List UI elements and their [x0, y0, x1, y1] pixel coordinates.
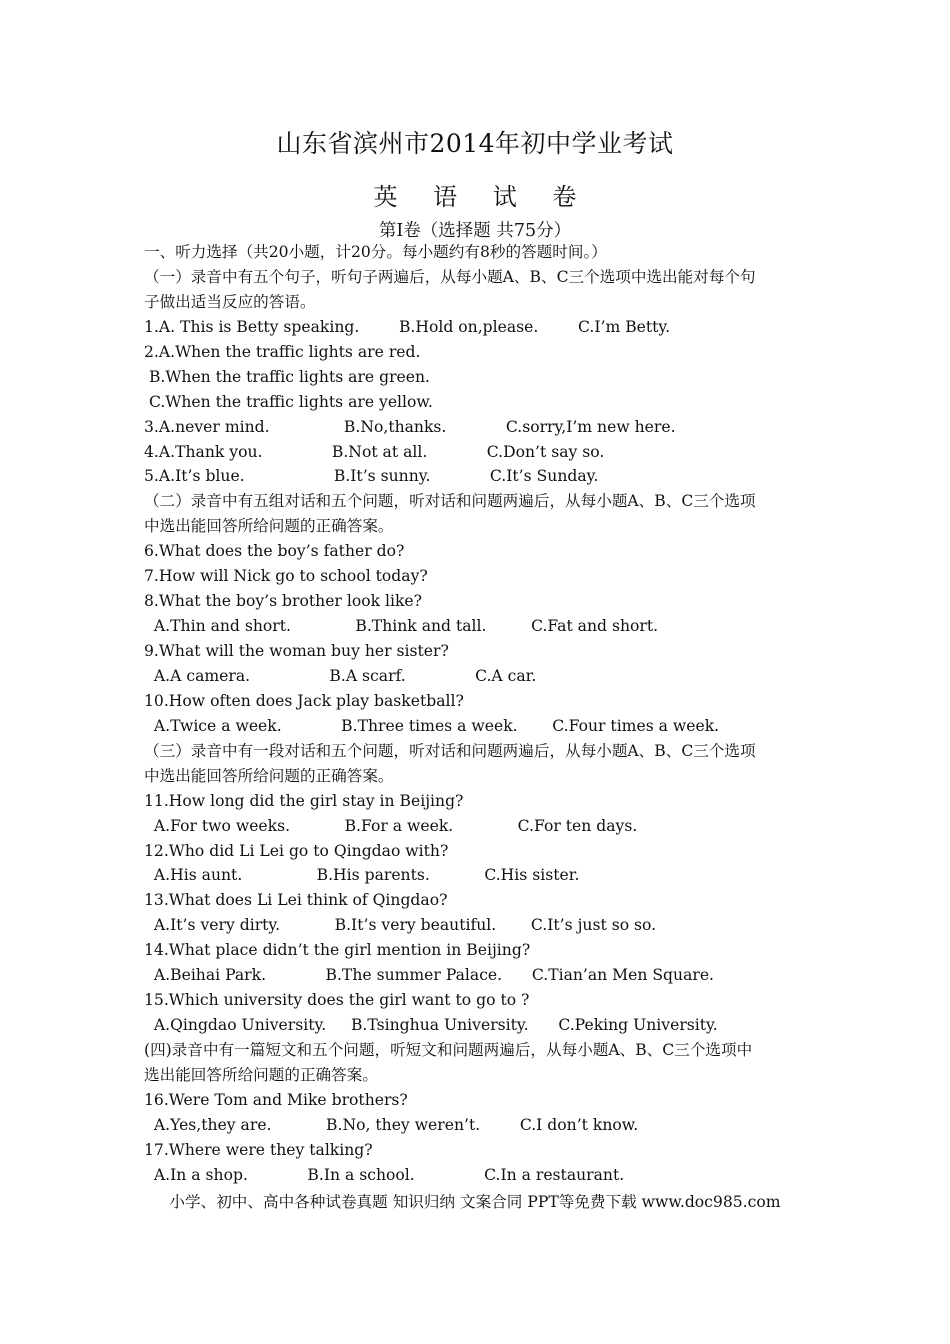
question-line: 13.What does Li Lei think of Qingdao? [144, 891, 448, 910]
option-line: A.It’s very dirty. B.It’s very beautiful. C.It’s just so so. [144, 916, 657, 935]
question-line: 7.How will Nick go to school today? [144, 567, 428, 586]
option-line: A.Beihai Park. B.The summer Palace. C.Tian’an Men Square. [144, 966, 715, 985]
question-line: 8.What the boy’s brother look like? [144, 592, 423, 611]
question-line: 2.A.When the traffic lights are red. [144, 342, 421, 361]
instruction-text: (四)录音中有一篇短文和五个问题，听短文和问题两遍后，从每小题A、B、C三个选项中 [144, 1041, 753, 1059]
question-line: 9.What will the woman buy her sister? [144, 642, 449, 660]
option-line: B.When the traffic lights are green. [144, 367, 430, 386]
option-line: A.Qingdao University. B.Tsinghua University. C.Peking University. [144, 1016, 718, 1035]
instruction-text: 子做出适当反应的答语。 [144, 292, 316, 311]
instruction-text: （一）录音中有五个句子，听句子两遍后，从每小题A、B、C三个选项中选出能对每个句 [144, 267, 756, 286]
question-line: 6.What does the boy’s father do? [144, 542, 405, 561]
option-line: A.Yes,they are. B.No, they weren’t. C.I don’t know. [144, 1115, 639, 1134]
listening-section [144, 240, 816, 1188]
question-line: 4.A.Thank you. B.Not at all. C.Don’t say so. [144, 442, 605, 461]
question-line: 17.Where were they talking? [144, 1140, 373, 1159]
exam-subtitle: 英 语 试 卷 [373, 183, 591, 211]
instruction-text: 选出能回答所给问题的正确答案。 [144, 1065, 378, 1084]
option-line: A.A camera. B.A scarf. C.A car. [144, 666, 537, 685]
option-line: A.His aunt. B.His parents. C.His sister. [144, 866, 580, 885]
question-line: 16.Were Tom and Mike brothers? [144, 1090, 408, 1109]
question-line: 3.A.never mind. B.No,thanks. C.sorry,I’m new here. [144, 417, 676, 436]
question-line: 5.A.It’s blue. B.It’s sunny. C.It’s Sunday. [144, 467, 599, 486]
question-line: 12.Who did Li Lei go to Qingdao with? [144, 841, 449, 860]
exam-title: 山东省滨州市2014年初中学业考试 [276, 129, 674, 158]
part-heading: 一、听力选择（共20小题，计20分。每小题约有8秒的答题时间。） [144, 243, 607, 261]
option-line: A.Thin and short. B.Think and tall. C.Fat and short. [144, 617, 659, 636]
instruction-text: 中选出能回答所给问题的正确答案。 [144, 517, 394, 536]
instruction-text: （三）录音中有一段对话和五个问题，听对话和问题两遍后，从每小题A、B、C三个选项 [144, 741, 756, 760]
question-line: 15.Which university does the girl want to go to ? [144, 991, 530, 1010]
footer-link-text: 小学、初中、高中各种试卷真题 知识归纳 文案合同 PPT等免费下载 www.doc985.com [169, 1193, 781, 1211]
question-line: 14.What place didn’t the girl mention in Beijing? [144, 941, 531, 960]
instruction-text: 中选出能回答所给问题的正确答案。 [144, 766, 394, 785]
option-line: A.Twice a week. B.Three times a week. C.Four times a week. [144, 716, 720, 735]
instruction-text: （二）录音中有五组对话和五个问题，听对话和问题两遍后，从每小题A、B、C三个选项 [144, 492, 756, 511]
question-line: 10.How often does Jack play basketball? [144, 691, 464, 710]
section-title: 第Ⅰ卷（选择题 共75分） [378, 221, 572, 241]
option-line: A.In a shop. B.In a school. C.In a restaurant. [144, 1165, 625, 1184]
option-line: C.When the traffic lights are yellow. [144, 392, 433, 411]
question-line: 11.How long did the girl stay in Beijing? [144, 791, 464, 810]
option-line: A.For two weeks. B.For a week. C.For ten days. [144, 816, 638, 835]
question-line: 1.A. This is Betty speaking. B.Hold on,please. C.I’m Betty. [144, 317, 671, 336]
